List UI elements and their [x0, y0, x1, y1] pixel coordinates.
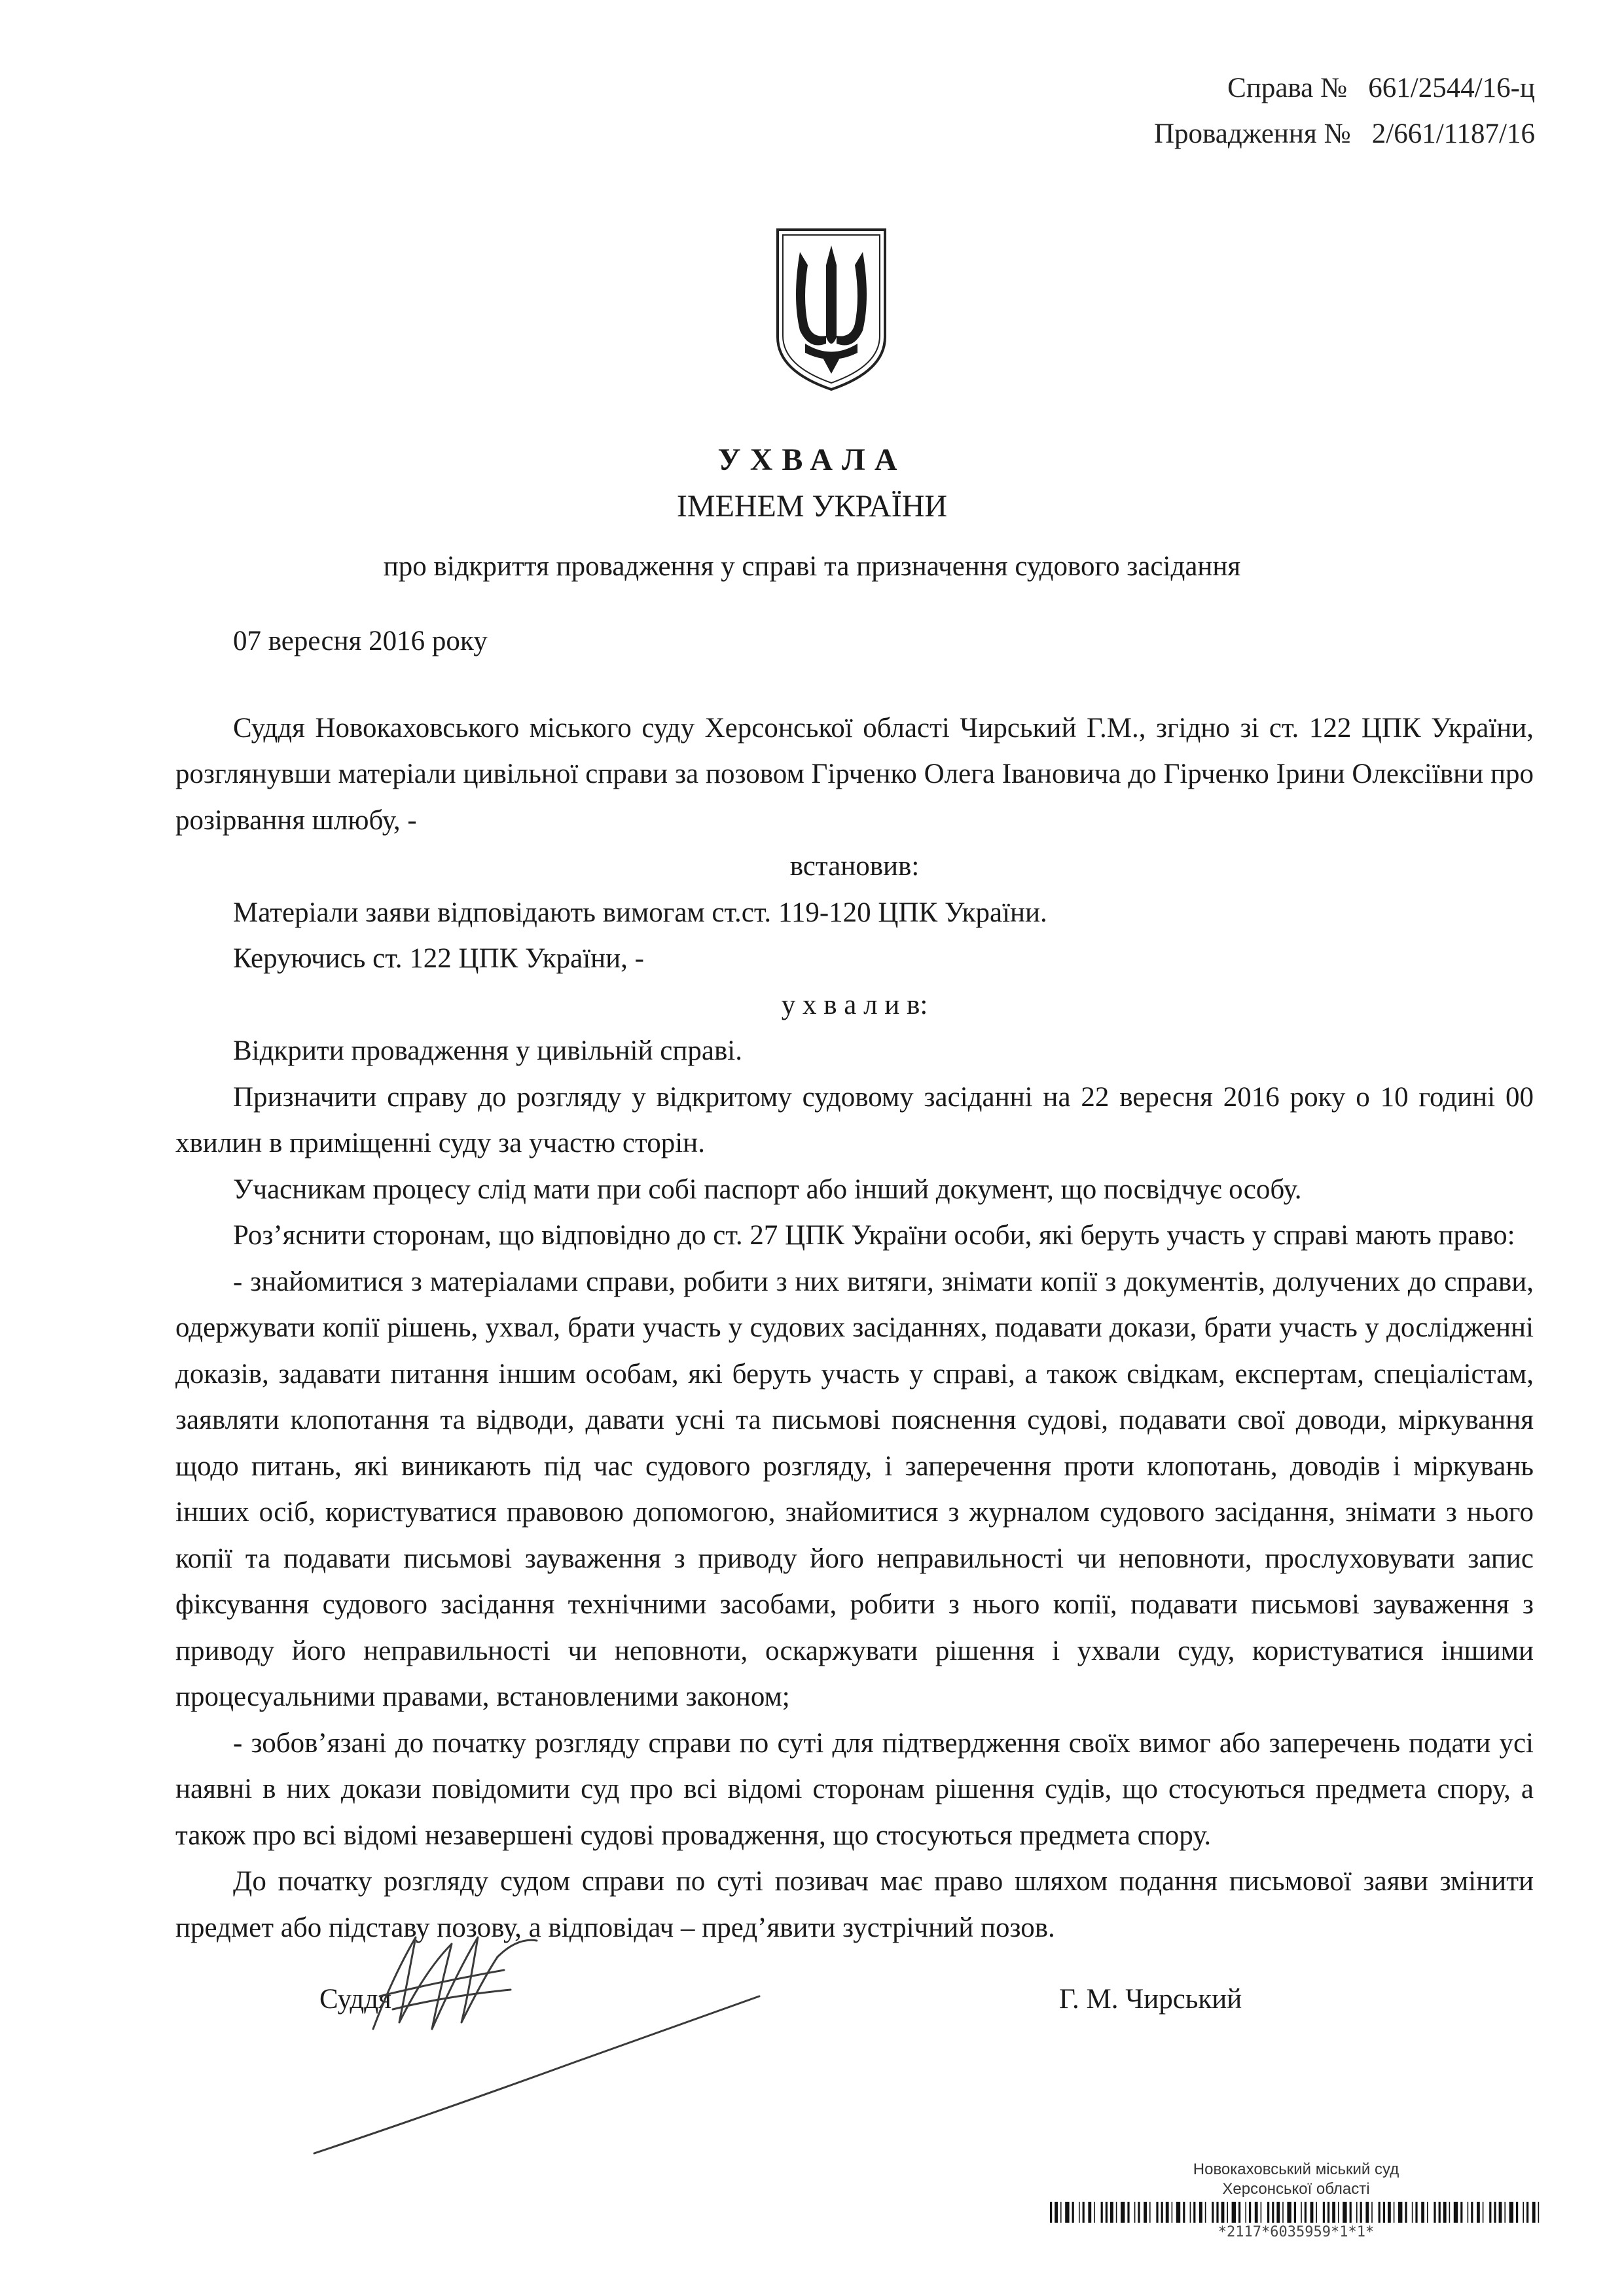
guided-paragraph: Керуючись ст. 122 ЦПК України, - — [233, 943, 644, 974]
case-number-block — [1154, 65, 1535, 157]
ukraine-trident-coat-of-arms-icon — [774, 226, 889, 393]
signature-label: Суддя — [319, 1984, 391, 2015]
closing-paragraph: До початку розгляду судом справи по суті позивач має право шляхом подання письмової заяви змінити предмет або підставу позову, а відповідач – пред’явити зустрічний позов. — [175, 1866, 1534, 1943]
proceeding-number: Провадження № 2/661/1187/16 — [1153, 118, 1535, 149]
court-region: Херсонської області — [1222, 2180, 1370, 2198]
ruling-item: Учасникам процесу слід мати при собі паспорт або інший документ, що посвідчує особу. — [233, 1174, 1302, 1205]
ruled-heading: у х в а л и в: — [781, 989, 928, 1020]
established-heading: встановив: — [789, 851, 920, 882]
intro-paragraph: Суддя Новокаховського міського суду Херсонської області Чирський Г.М., згідно зі ст. 122 ЦПК України, розглянувши матеріали цивільної справи за позовом Гірченко Олега Івановича до Гірченко Ірини Олексіївни про розірвання шлюбу, - — [175, 712, 1534, 836]
document-body — [175, 619, 1534, 1951]
title-block — [0, 437, 1624, 590]
document-date: 07 вересня 2016 року — [233, 626, 488, 656]
barcode-text: *2117*6035959*1*1* — [1218, 2224, 1375, 2240]
case-number: Справа № 661/2544/16-ц — [1227, 73, 1535, 103]
court-stamp — [1047, 2160, 1545, 2199]
established-paragraph: Матеріали заяви відповідають вимогам ст.ст. 119-120 ЦПК України. — [233, 897, 1047, 928]
rights-paragraph: - знайомитися з матеріалами справи, робити з них витяги, знімати копії з документів, долучених до справи, одержувати копії рішень, ухвал, брати участь у судових засіданнях, подавати докази, брати участь у дослідженні доказів, задавати питання іншим особам, які беруть участь у справі, а також свідкам, експертам, спеціалістам, заявляти клопотання та відводи, давати усні та письмові пояснення судові, подавати свої доводи, міркування щодо питань, які виникають під час судового розгляду, і заперечення проти клопотань, доводів і міркувань інших осіб, користуватися правовою допомогою, знайомитися з журналом судового засідання, знімати з нього копії та подавати письмові зауваження з приводу його неправильності чи неповноти, прослуховувати запис фіксування судового засідання технічними засобами, робити з нього копії, подавати письмові зауваження з приводу його неправильності чи неповноти, оскаржувати рішення і ухвали суду, користуватися іншими процесуальними правами, встановленими законом; — [175, 1266, 1534, 1712]
barcode — [1050, 2202, 1542, 2223]
ruling-item: Роз’яснити сторонам, що відповідно до ст. 27 ЦПК України особи, які беруть участь у справі мають право: — [233, 1220, 1515, 1251]
judge-name: Г. М. Чирський — [1059, 1984, 1242, 2015]
document-subtitle: ІМЕНЕМ УКРАЇНИ — [676, 489, 948, 524]
handwritten-signature — [301, 1898, 825, 2173]
ruling-item: Відкрити провадження у цивільній справі. — [233, 1035, 742, 1066]
document-title: УХВАЛА — [717, 442, 907, 477]
document-description: про відкриття провадження у справі та призначення судового засідання — [383, 551, 1241, 582]
court-name: Новокаховський міський суд — [1193, 2161, 1399, 2178]
ruling-item: Призначити справу до розгляду у відкритому судовому засіданні на 22 вересня 2016 року о 10 годині 00 хвилин в приміщенні суду за участю сторін. — [175, 1081, 1534, 1158]
rights-paragraph: - зобов’язані до початку розгляду справи по суті для підтвердження своїх вимог або заперечень подати усі наявні в них докази повідомити суд про всі відомі сторонам рішення судів, що стосуються предмета спору, а також про всі відомі незавершені судові провадження, що стосуються предмета спору. — [175, 1727, 1534, 1851]
